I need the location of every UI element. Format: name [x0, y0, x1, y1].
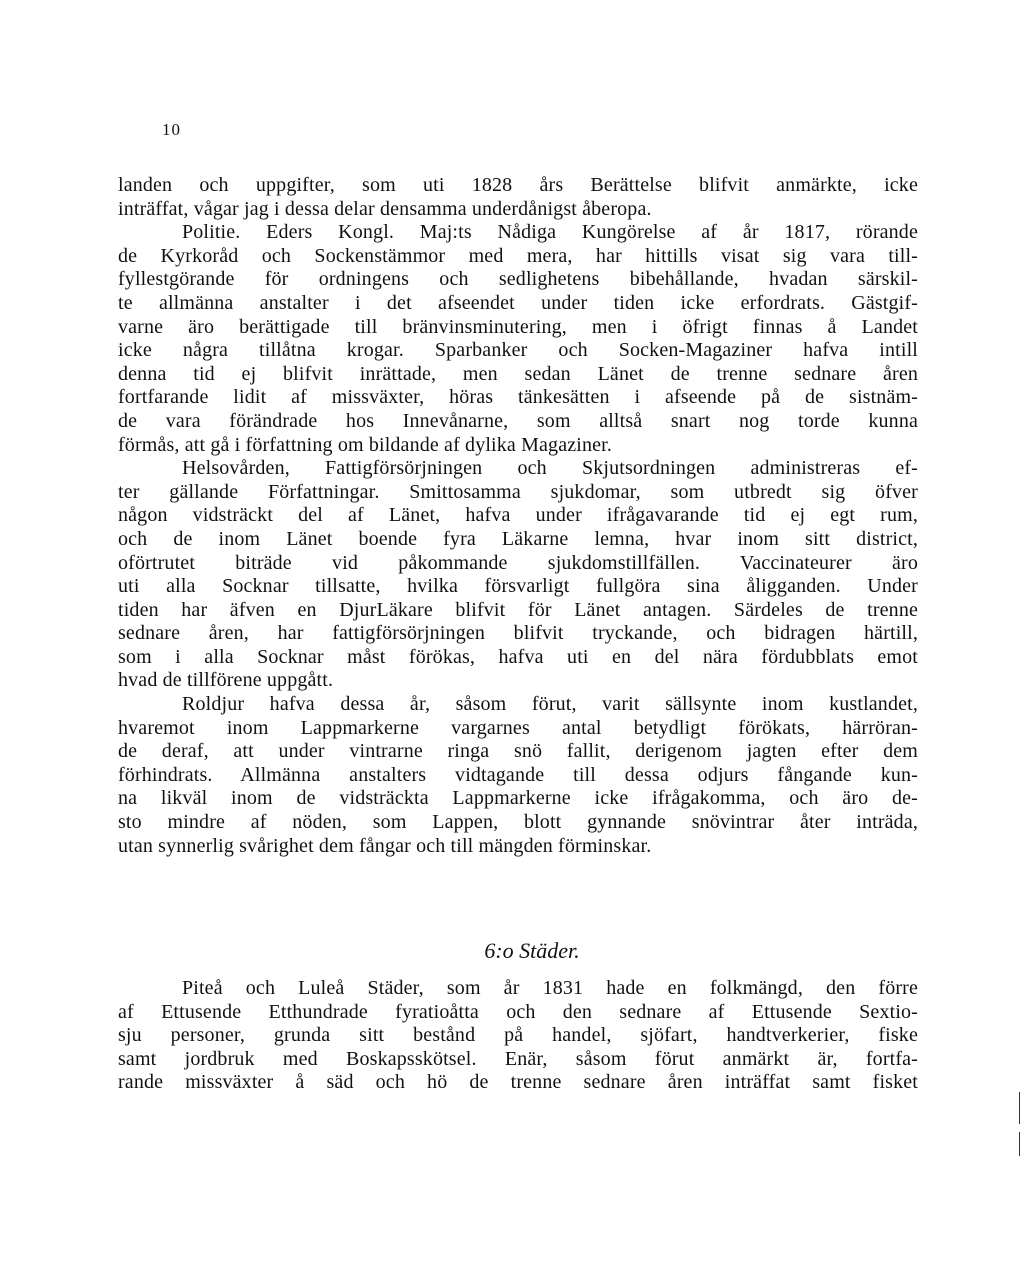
paragraph-politie	[118, 221, 918, 457]
text-line: icke några tillåtna krogar. Sparbanker och Socken-Magaziner hafva intill	[118, 339, 918, 362]
text-line: fortfarande lidit af missväxter, höras tänkesätten i afseende på de sistnäm-	[118, 386, 918, 409]
paragraph-roldjur	[118, 693, 918, 858]
text-line: ter gällande Författningar. Smittosamma sjukdomar, som utbredt sig öfver	[118, 480, 918, 503]
text-line: de Kyrkoråd och Sockenstämmor med mera, har hittills visat sig vara till-	[118, 244, 918, 267]
text-line: uti alla Socknar tillsatte, hvilka försvarligt fullgöra sina åligganden. Under	[118, 575, 918, 598]
paragraph-stader	[118, 977, 918, 1095]
section-text	[118, 977, 918, 1095]
text-line: af Ettusende Etthundrade fyratioåtta och den sednare af Ettusende Sextio-	[118, 1000, 918, 1023]
text-line: utan synnerlig svårighet dem fångar och till mängden förminskar.	[118, 834, 652, 857]
text-line: Piteå och Luleå Städer, som år 1831 hade en folkmängd, den förre	[182, 977, 918, 999]
text-line: sju personer, grunda sitt bestånd på handel, sjöfart, handtverkerier, fiske	[118, 1024, 918, 1047]
text-line: sednare åren, har fattigförsörjningen blifvit tryckande, och bidragen härtill,	[118, 622, 918, 645]
text-line: Politie. Eders Kongl. Maj:ts Nådiga Kungörelse af år 1817, rörande	[182, 221, 918, 244]
text-line: som i alla Socknar måst förökas, hafva uti en del nära fördubblats emot	[118, 645, 918, 668]
text-line: förhindrats. Allmänna anstalters vidtagande till dessa odjurs fångande kun-	[118, 763, 918, 786]
section-heading: 6:o Städer.	[484, 938, 580, 963]
page-edge-mark	[1019, 1132, 1020, 1156]
text-line: samt jordbruk med Boskapsskötsel. Enär, såsom förut anmärkt är, fortfa-	[118, 1047, 918, 1070]
text-line: sto mindre af nöden, som Lappen, blott gynnande snövintrar åter inträda,	[118, 811, 918, 834]
text-line: förmås, att gå i författning om bildande af dylika Magaziner.	[118, 433, 612, 456]
text-line: någon vidsträckt del af Länet, hafva under ifrågavarande tid ej egt rum,	[118, 504, 918, 527]
paragraph-intro	[118, 174, 918, 221]
text-line: hvad de tillförene uppgått.	[118, 669, 334, 692]
text-line: de deraf, att under vintrarne ringa snö fallit, derigenom jagten efter dem	[118, 740, 918, 763]
main-text	[118, 174, 918, 858]
text-line: de vara förändrade hos Innevånarne, som alltså snart nog torde kunna	[118, 409, 918, 432]
text-line: varne äro berättigade till bränvinsminutering, men i öfrigt finnas å Landet	[118, 315, 918, 338]
text-line: rande missväxter å säd och hö de trenne sednare åren inträffat samt fisket	[118, 1071, 918, 1094]
paragraph-helsovarden	[118, 457, 918, 693]
text-line: na likväl inom de vidsträckta Lappmarkerne icke ifrågakomma, och äro de-	[118, 787, 918, 810]
text-line: hvaremot inom Lappmarkerne vargarnes antal betydligt förökats, härröran-	[118, 716, 918, 739]
text-line: landen och uppgifter, som uti 1828 års Berättelse blifvit anmärkte, icke	[118, 174, 918, 196]
text-line: Helsovården, Fattigförsörjningen och Skjutsordningen administreras ef-	[182, 457, 918, 480]
page-edge-mark	[1019, 1092, 1020, 1124]
text-line: tiden har äfven en DjurLäkare blifvit för Länet antagen. Särdeles de trenne	[118, 598, 918, 621]
text-line: Roldjur hafva dessa år, såsom förut, varit sällsynte inom kustlandet,	[182, 693, 918, 716]
text-line: inträffat, vågar jag i dessa delar densamma underdånigst åberopa.	[118, 197, 652, 220]
text-line: och de inom Länet boende fyra Läkarne lemna, hvar inom sitt district,	[118, 527, 918, 550]
text-line: fyllestgörande för ordningens och sedlighetens bibehållande, hvadan särskil-	[118, 268, 918, 291]
text-line: oförtrutet biträde vid påkommande sjukdomstillfällen. Vaccinateurer äro	[118, 551, 918, 574]
page-number: 10	[162, 120, 181, 139]
text-line: te allmänna anstalter i det afseendet under tiden icke erfordrats. Gästgif-	[118, 291, 918, 314]
text-line: denna tid ej blifvit inrättade, men sedan Länet de trenne sednare åren	[118, 362, 918, 385]
